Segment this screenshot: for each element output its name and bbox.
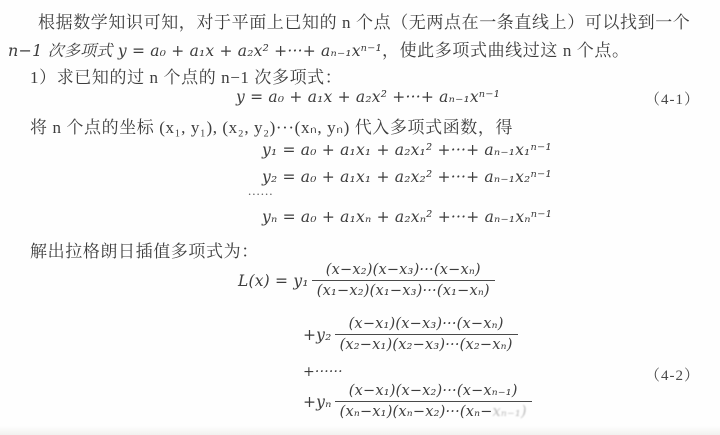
equation-y1: y₁ = a₀ + a₁x₁ + a₂x₁² +···+ aₙ₋₁x₁ⁿ⁻¹ (262, 141, 552, 159)
paragraph1-line2 (8, 36, 630, 61)
eq42-term2 (303, 316, 518, 353)
eq42-term1-numerator: (x−x₂)(x−x₃)···(x−xₙ) (312, 262, 495, 281)
step1-heading: 1）求已知的过 n 个点的 n−1 次多项式： (30, 68, 343, 87)
eq42-term3 (303, 383, 532, 420)
paragraph1-line2-math: y = a₀ + a₁x + a₂x² +···+ aₙ₋₁xⁿ⁻¹ (117, 42, 382, 60)
eq42-term2-numerator: (x−x₁)(x−x₃)···(x−xₙ) (335, 316, 518, 335)
paragraph1-line2-suffix: ，使此多项式曲线过这 n 个点。 (381, 41, 630, 60)
equation-y2: y₂ = a₀ + a₁x₁ + a₂x₂² +···+ aₙ₋₁x₂ⁿ⁻¹ (262, 168, 552, 186)
equation-4-1-label: （4-1） (645, 92, 700, 108)
eq42-term1-lead: L(x) = y₁ (238, 271, 309, 290)
eq42-term3-numerator: (x−x₁)(x−x₂)···(x−xₙ₋₁) (335, 383, 532, 402)
scan-bottom-fade (0, 426, 720, 435)
eq42-term2-lead: +y₂ (303, 325, 332, 344)
equation-4-1: y = a₀ + a₁x + a₂x² +···+ aₙ₋₁xⁿ⁻¹ (236, 88, 501, 106)
eq42-term3-denominator-main: (xₙ−x₁)(xₙ−x₂)···(xₙ− (339, 404, 493, 420)
eq42-term3-denominator (335, 402, 532, 420)
paragraph1-line1: 根据数学知识可知，对于平面上已知的 n 个点（无两点在一条直线上）可以找到一个 (38, 13, 691, 32)
eq42-term2-denominator: (x₂−x₁)(x₂−x₃)···(x₂−xₙ) (339, 337, 513, 353)
equation-yn: yₙ = a₀ + a₁xₙ + a₂xₙ² +···+ aₙ₋₁xₙⁿ⁻¹ (262, 208, 553, 226)
eq42-term3-lead: +yₙ (303, 392, 332, 411)
eq42-ellipsis-term: +······ (303, 364, 343, 380)
system-ellipsis: ...... (248, 183, 274, 198)
eq42-term1 (238, 262, 495, 299)
paragraph1-line2-prefix: n−1 次多项式 (8, 41, 118, 60)
substitute-line: 将 n 个点的坐标 (x₁, y₁), (x₂, y₂)···(xₙ, yₙ) 代入多项式函数，得 (30, 118, 514, 137)
eq42-term1-fraction (312, 262, 495, 299)
eq42-term1-denominator: (x₁−x₂)(x₁−x₃)···(x₁−xₙ) (316, 283, 490, 299)
equation-4-2-label: （4-2） (645, 368, 700, 384)
eq42-term3-denominator-faded-tail: xₙ₋₁) (492, 404, 527, 420)
eq42-term2-fraction (335, 316, 518, 353)
lagrange-heading: 解出拉格朗日插值多项式为： (30, 242, 259, 261)
eq42-term3-fraction (335, 383, 532, 420)
